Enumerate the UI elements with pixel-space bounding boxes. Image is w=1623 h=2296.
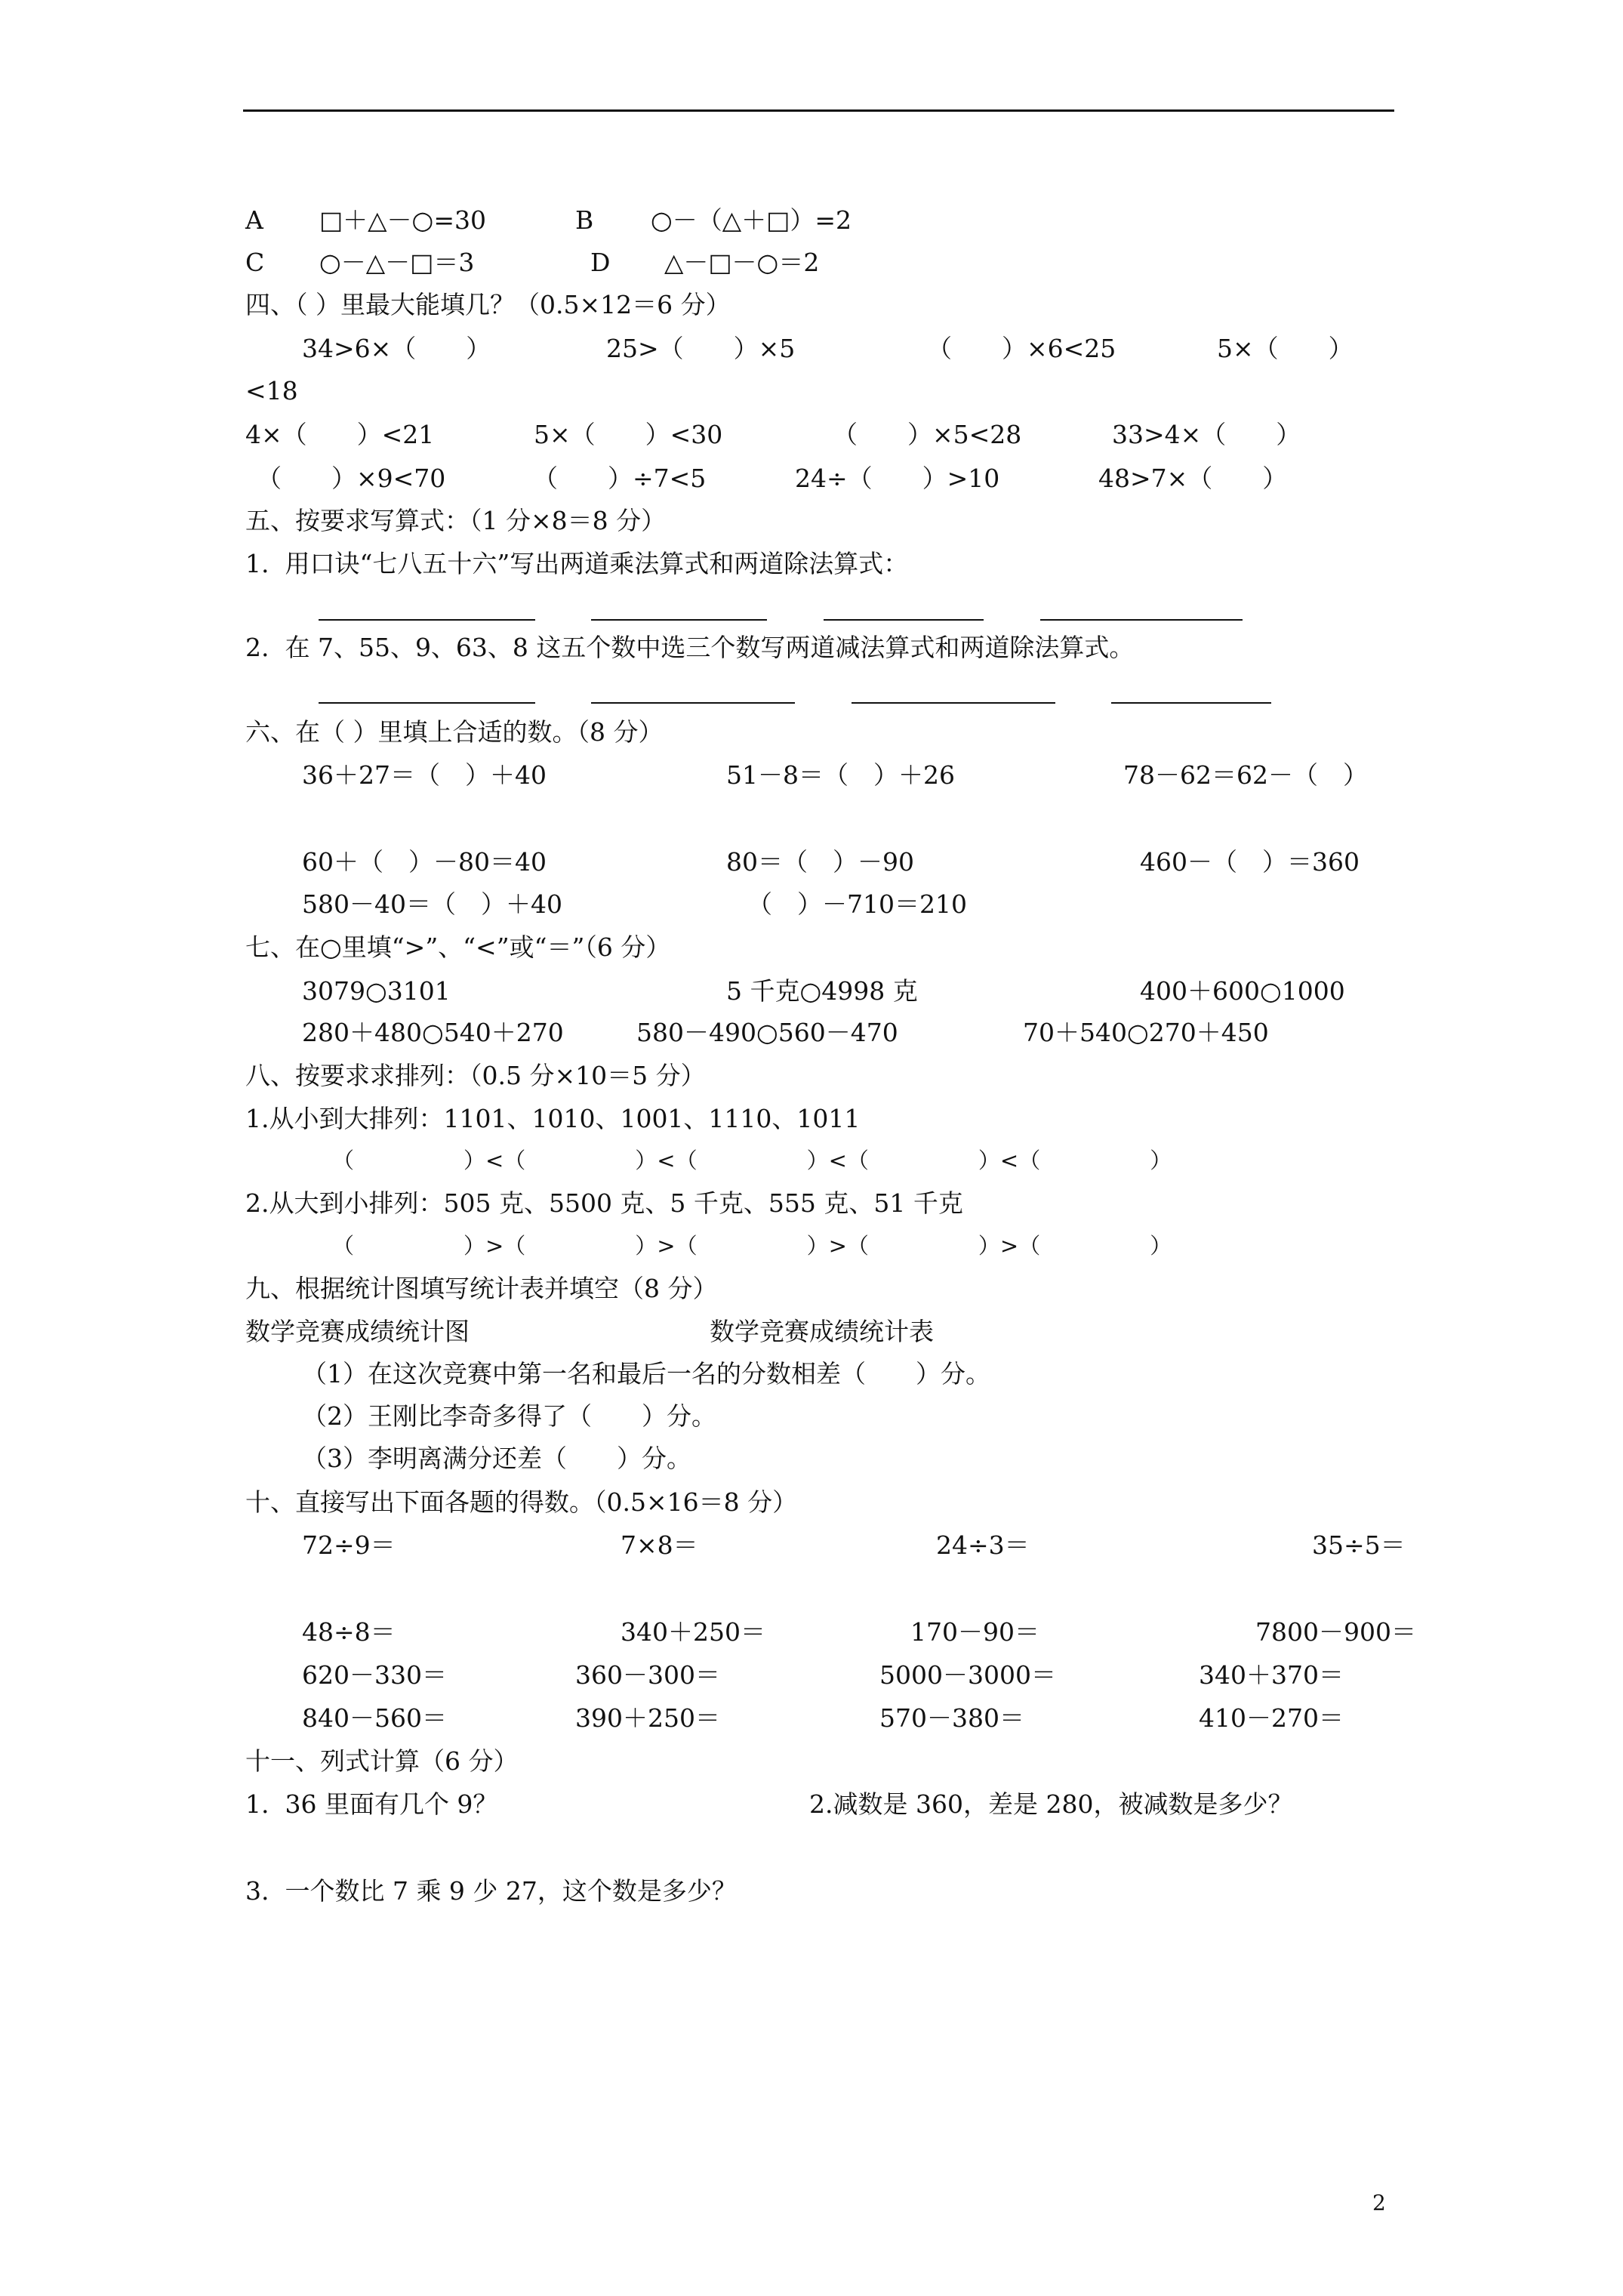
q10-item: 360－300＝: [575, 1660, 720, 1690]
page-number: 2: [1372, 2190, 1386, 2215]
q10-item: 7800－900＝: [1255, 1617, 1416, 1647]
answer-line[interactable]: [1040, 619, 1243, 621]
q7-item: 580－490○560－470: [636, 1018, 898, 1047]
q11-part-2: 2.减数是 360，差是 280，被减数是多少？: [809, 1789, 1293, 1819]
q8-ascending-blanks: （ ）<（ ）<（ ）<（ ）<（ ）: [332, 1148, 1172, 1173]
q9-subquestion-2: （2）王刚比李奇多得了（ ）分。: [302, 1401, 716, 1431]
chart-caption: 数学竞赛成绩统计图: [245, 1317, 470, 1346]
option-d-expression: △－□－○＝2: [664, 248, 820, 277]
q4-item: <18: [245, 376, 298, 405]
q6-item: 460－（ ）＝360: [1140, 847, 1360, 877]
q4-item: （ ）×5<28: [833, 420, 1022, 449]
q6-item: 580－40＝（ ）＋40: [302, 889, 562, 919]
option-letter-d: D: [590, 248, 611, 277]
answer-line[interactable]: [852, 702, 1055, 704]
option-b-expression: ○－（△＋□）=2: [651, 205, 852, 235]
q7-item: 3079○3101: [302, 976, 451, 1006]
q7-item: 70＋540○270＋450: [1023, 1018, 1269, 1047]
q6-item: 36＋27＝（ ）＋40: [302, 760, 547, 790]
q10-item: 7×8＝: [621, 1530, 698, 1560]
option-letter-c: C: [245, 248, 265, 277]
q10-item: 840－560＝: [302, 1703, 447, 1733]
q4-item: 5×（ ）<30: [534, 420, 723, 449]
q4-item: 5×（ ）: [1217, 334, 1354, 363]
q6-item: 60＋（ ）－80＝40: [302, 847, 547, 877]
q4-item: 4×（ ）<21: [245, 420, 435, 449]
q8-descending-blanks: （ ）>（ ）>（ ）>（ ）>（ ）: [332, 1233, 1172, 1259]
answer-line[interactable]: [319, 619, 535, 621]
q10-item: 35÷5＝: [1312, 1530, 1406, 1560]
header-rule: [243, 109, 1394, 112]
section-9-title: 九、根据统计图填写统计表并填空（8 分）: [245, 1274, 718, 1303]
q4-item: 48>7×（ ）: [1098, 464, 1288, 493]
q10-item: 570－380＝: [879, 1703, 1024, 1733]
q9-subquestion-3: （3）李明离满分还差（ ）分。: [302, 1444, 691, 1473]
q5-part-2: 2. 在 7、55、9、63、8 这五个数中选三个数写两道减法算式和两道除法算式。: [245, 633, 1135, 662]
q10-item: 170－90＝: [910, 1617, 1039, 1647]
q6-item: 80＝（ ）－90: [726, 847, 914, 877]
q7-item: 5 千克○4998 克: [726, 976, 918, 1006]
q10-item: 620－330＝: [302, 1660, 447, 1690]
q10-item: 72÷9＝: [302, 1530, 396, 1560]
answer-line[interactable]: [1111, 702, 1271, 704]
section-5-title: 五、按要求写算式：（1 分×8＝8 分）: [245, 506, 667, 535]
section-11-title: 十一、列式计算（6 分）: [245, 1746, 519, 1776]
option-c-expression: ○－△－□＝3: [319, 248, 475, 277]
answer-line[interactable]: [591, 619, 767, 621]
q4-item: （ ）×9<70: [257, 464, 446, 493]
section-7-title: 七、在○里填“>”、“<”或“＝”（6 分）: [245, 932, 671, 962]
q10-item: 340＋250＝: [621, 1617, 765, 1647]
answer-line[interactable]: [591, 702, 795, 704]
q10-item: 410－270＝: [1199, 1703, 1344, 1733]
q4-item: 34>6×（ ）: [302, 334, 491, 363]
q4-item: 33>4×（ ）: [1112, 420, 1301, 449]
option-a-expression: □＋△－○=30: [319, 205, 486, 235]
section-6-title: 六、在（ ）里填上合适的数。（8 分）: [245, 717, 664, 747]
q4-item: 24÷（ ）>10: [795, 464, 1000, 493]
q4-item: （ ）÷7<5: [533, 464, 707, 493]
option-letter-b: B: [575, 205, 594, 235]
q10-item: 24÷3＝: [936, 1530, 1030, 1560]
answer-line[interactable]: [319, 702, 535, 704]
q7-item: 280＋480○540＋270: [302, 1018, 564, 1047]
q10-item: 340＋370＝: [1199, 1660, 1344, 1690]
q6-item: （ ）－710＝210: [747, 889, 967, 919]
q5-part-1: 1. 用口诀“七八五十六”写出两道乘法算式和两道除法算式：: [245, 549, 909, 578]
q4-item: （ ）×6<25: [927, 334, 1116, 363]
q6-item: 78－62＝62－（ ）: [1123, 760, 1368, 790]
table-caption: 数学竞赛成绩统计表: [710, 1317, 934, 1346]
q6-item: 51－8＝（ ）＋26: [726, 760, 955, 790]
q11-part-3: 3. 一个数比 7 乘 9 少 27，这个数是多少？: [245, 1876, 737, 1906]
section-8-title: 八、按要求求排列：（0.5 分×10＝5 分）: [245, 1061, 706, 1090]
section-4-title: 四、（ ）里最大能填几？（0.5×12＝6 分）: [245, 290, 731, 319]
q8-part-1: 1.从小到大排列：1101、1010、1001、1110、1011: [245, 1104, 861, 1133]
q10-item: 5000－3000＝: [879, 1660, 1056, 1690]
q10-item: 48÷8＝: [302, 1617, 396, 1647]
option-letter-a: A: [245, 205, 263, 235]
q8-part-2: 2.从大到小排列：505 克、5500 克、5 千克、555 克、51 千克: [245, 1188, 963, 1218]
q10-item: 390＋250＝: [575, 1703, 720, 1733]
section-10-title: 十、直接写出下面各题的得数。（0.5×16＝8 分）: [245, 1487, 798, 1517]
q11-part-1: 1. 36 里面有几个 9？: [245, 1789, 498, 1819]
q7-item: 400＋600○1000: [1140, 976, 1345, 1006]
q4-item: 25>（ ）×5: [606, 334, 796, 363]
answer-line[interactable]: [824, 619, 984, 621]
q9-subquestion-1: （1）在这次竞赛中第一名和最后一名的分数相差（ ）分。: [302, 1359, 990, 1388]
